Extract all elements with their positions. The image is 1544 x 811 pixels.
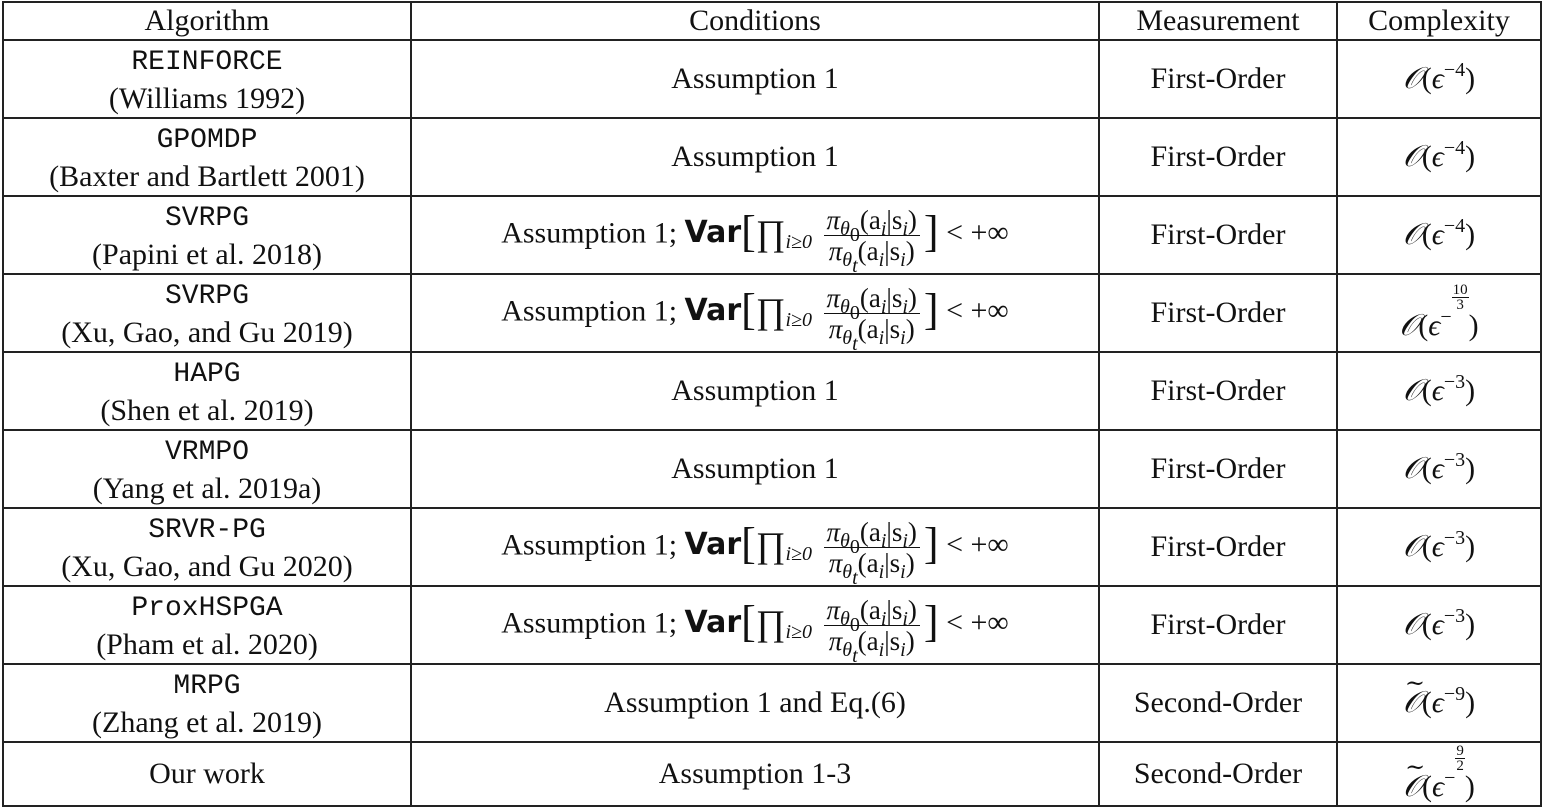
complexity-value: $𝒪(\epsilon^{-3})$ <box>1402 527 1476 565</box>
comparison-table <box>2 1 1542 807</box>
measurement-cell: First-Order <box>1099 586 1337 664</box>
table-row <box>3 742 1541 806</box>
measurement-cell: First-Order <box>1099 430 1337 508</box>
table-row <box>3 352 1541 430</box>
algorithm-name: VRMPO <box>164 436 249 468</box>
complexity-cell <box>1337 118 1541 196</box>
measurement-cell: Second-Order <box>1099 742 1337 806</box>
complexity-value: $𝒪(\epsilon^{-3})$ <box>1402 605 1476 643</box>
complexity-cell <box>1337 586 1541 664</box>
complexity-cell <box>1337 508 1541 586</box>
table-row <box>3 274 1541 352</box>
conditions-cell <box>411 352 1099 430</box>
algorithm-name: HAPG <box>173 358 241 390</box>
complexity-cell <box>1337 40 1541 118</box>
complexity-value: ~ $𝒪(\epsilon^{-9})$ <box>1403 686 1475 719</box>
condition-text: Assumption 1-3 <box>658 757 852 791</box>
complexity-value: ~ $𝒪(\epsilon^{- \frac{9}{2}}$ ) <box>1403 770 1475 803</box>
algorithm-cell <box>3 508 411 586</box>
complexity-cell <box>1337 430 1541 508</box>
conditions-cell <box>411 430 1099 508</box>
complexity-value: $𝒪(\epsilon^{-4})$ <box>1402 59 1476 97</box>
measurement-cell: First-Order <box>1099 118 1337 196</box>
conditions-cell <box>411 742 1099 806</box>
complexity-value: $𝒪(\epsilon^{-3})$ <box>1402 371 1476 409</box>
header-measurement: Measurement <box>1099 2 1337 40</box>
algorithm-cell <box>3 430 411 508</box>
variance-condition: $Var[\prod_{i\ge 0}$ $\frac{\pi_{\theta_0}(a_i|s_i)}{\pi_{\theta_t}(a_i|s_i)}$ ] < +∞ <box>684 516 1009 589</box>
algorithm-reference: (Shen et al. 2019) <box>100 393 314 427</box>
algorithm-cell <box>3 274 411 352</box>
algorithm-cell <box>3 352 411 430</box>
measurement-cell: First-Order <box>1099 40 1337 118</box>
algorithm-cell <box>3 40 411 118</box>
condition-text: Assumption 1 <box>671 62 839 96</box>
condition-text: Assumption 1; <box>501 606 685 640</box>
complexity-value: $𝒪(\epsilon^{-4})$ <box>1402 137 1476 175</box>
complexity-cell <box>1337 274 1541 352</box>
algorithm-cell <box>3 196 411 274</box>
table-row <box>3 196 1541 274</box>
algorithm-reference: (Xu, Gao, and Gu 2019) <box>61 315 353 349</box>
algorithm-name: Our work <box>149 757 265 791</box>
conditions-cell <box>411 40 1099 118</box>
header-row <box>3 2 1541 40</box>
algorithm-cell <box>3 742 411 806</box>
header-conditions: Conditions <box>411 2 1099 40</box>
algorithm-name: GPOMDP <box>156 124 258 156</box>
variance-condition: $Var[\prod_{i\ge 0}$ $\frac{\pi_{\theta_0}(a_i|s_i)}{\pi_{\theta_t}(a_i|s_i)}$ ] < +∞ <box>684 204 1009 277</box>
complexity-cell <box>1337 742 1541 806</box>
algorithm-name: REINFORCE <box>131 46 283 78</box>
algorithm-name: SRVR-PG <box>148 514 266 546</box>
measurement-cell: First-Order <box>1099 352 1337 430</box>
algorithm-name: SVRPG <box>164 202 249 234</box>
conditions-cell <box>411 508 1099 589</box>
condition-text: Assumption 1; <box>501 294 685 328</box>
table-row <box>3 508 1541 586</box>
complexity-cell <box>1337 352 1541 430</box>
condition-text: Assumption 1; <box>501 528 685 562</box>
algorithm-name: ProxHSPGA <box>131 592 283 624</box>
complexity-value: $𝒪(\epsilon^{- \frac{10}{3}}$ ) <box>1399 281 1479 343</box>
algorithm-reference: (Papini et al. 2018) <box>92 237 322 271</box>
table-row <box>3 430 1541 508</box>
conditions-cell <box>411 586 1099 667</box>
measurement-cell: First-Order <box>1099 508 1337 586</box>
algorithm-name: MRPG <box>173 670 241 702</box>
algorithm-reference: (Xu, Gao, and Gu 2020) <box>61 549 353 583</box>
complexity-value: $𝒪(\epsilon^{-3})$ <box>1402 449 1476 487</box>
condition-text: Assumption 1 <box>671 374 839 408</box>
table-body <box>3 40 1541 806</box>
condition-text: Assumption 1 <box>671 140 839 174</box>
measurement-cell: First-Order <box>1099 274 1337 352</box>
measurement-cell: First-Order <box>1099 196 1337 274</box>
table-row <box>3 40 1541 118</box>
algorithm-reference: (Yang et al. 2019a) <box>92 471 322 505</box>
header-algorithm: Algorithm <box>3 2 411 40</box>
complexity-value: $𝒪(\epsilon^{-4})$ <box>1402 215 1476 253</box>
algorithm-reference: (Baxter and Bartlett 2001) <box>49 159 365 193</box>
table-row <box>3 118 1541 196</box>
conditions-cell <box>411 118 1099 196</box>
complexity-cell <box>1337 664 1541 742</box>
complexity-cell <box>1337 196 1541 274</box>
algorithm-cell <box>3 118 411 196</box>
variance-condition: $Var[\prod_{i\ge 0}$ $\frac{\pi_{\theta_0}(a_i|s_i)}{\pi_{\theta_t}(a_i|s_i)}$ ] < +∞ <box>684 282 1009 355</box>
algorithm-cell <box>3 586 411 664</box>
condition-text: Assumption 1 and Eq.(6) <box>604 686 906 720</box>
variance-condition: $Var[\prod_{i\ge 0}$ $\frac{\pi_{\theta_0}(a_i|s_i)}{\pi_{\theta_t}(a_i|s_i)}$ ] < +∞ <box>684 594 1009 667</box>
conditions-cell <box>411 274 1099 355</box>
algorithm-name: SVRPG <box>164 280 249 312</box>
conditions-cell <box>411 664 1099 742</box>
algorithm-reference: (Pham et al. 2020) <box>96 627 318 661</box>
algorithm-cell <box>3 664 411 742</box>
measurement-cell: Second-Order <box>1099 664 1337 742</box>
table-row <box>3 586 1541 664</box>
algorithm-reference: (Williams 1992) <box>108 81 306 115</box>
table-row <box>3 664 1541 742</box>
algorithm-reference: (Zhang et al. 2019) <box>92 705 322 739</box>
condition-text: Assumption 1; <box>501 216 685 249</box>
conditions-cell <box>411 196 1099 277</box>
condition-text: Assumption 1 <box>671 452 839 486</box>
header-complexity: Complexity <box>1337 2 1541 40</box>
